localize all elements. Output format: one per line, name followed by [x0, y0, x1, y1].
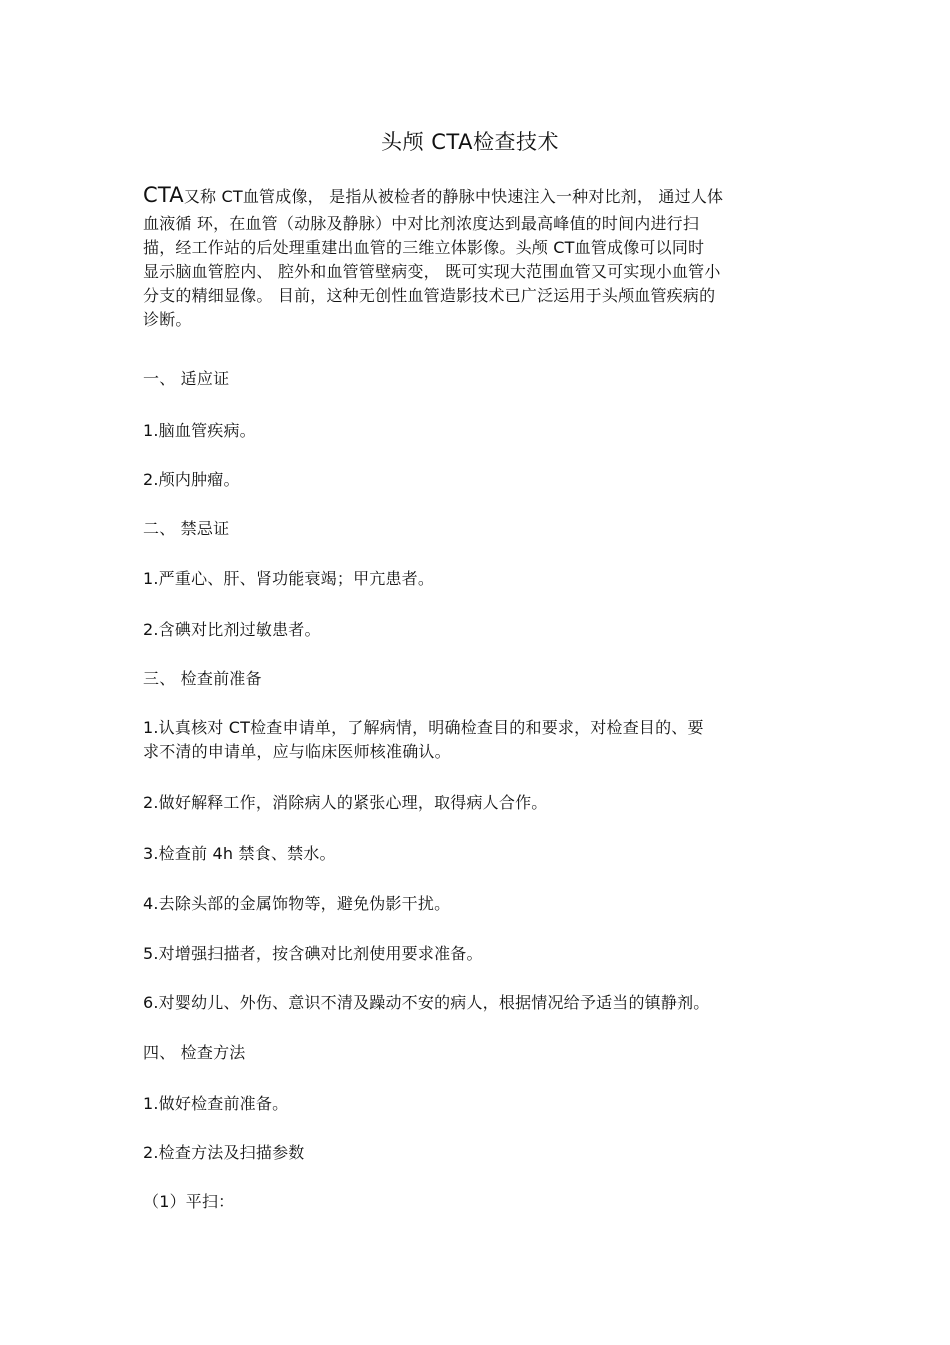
- intro-line-6: 诊断。: [143, 310, 192, 329]
- document-title: 头颅 CTA检查技术: [381, 130, 559, 154]
- intro-line-5: 分支的精细显像。 目前，这种无创性血管造影技术已广泛运用于头颅血管疾病的: [143, 286, 716, 305]
- intro-line-4: 显示脑血管腔内、 腔外和血管管壁病变， 既可实现大范围血管又可实现小血管小: [143, 262, 721, 281]
- preparation-item-1: [143, 716, 704, 764]
- preparation-item-5: 5.对增强扫描者，按含碘对比剂使用要求准备。: [143, 944, 483, 963]
- intro-line-1-rest: 又称 CT血管成像， 是指从被检者的静脉中快速注入一种对比剂， 通过人体: [183, 187, 724, 206]
- contraindication-item-1: 1.严重心、肝、肾功能衰竭；甲亢患者。: [143, 569, 435, 588]
- preparation-item-4: 4.去除头部的金属饰物等，避免伪影干扰。: [143, 894, 451, 913]
- intro-lead: CTA: [143, 183, 184, 207]
- preparation-item-3: 3.检查前 4h 禁食、禁水。: [143, 844, 336, 863]
- method-item-1: 1.做好检查前准备。: [143, 1094, 289, 1113]
- intro-line-3: 描，经工作站的后处理重建出血管的三维立体影像。头颅 CT血管成像可以同时: [143, 238, 705, 257]
- intro-paragraph: [143, 178, 818, 332]
- intro-line-2: 血液循 环，在血管（动脉及静脉）中对比剂浓度达到最高峰值的时间内进行扫: [143, 214, 700, 233]
- section-heading-method: 四、 检查方法: [143, 1043, 246, 1062]
- preparation-item-2: 2.做好解释工作，消除病人的紧张心理，取得病人合作。: [143, 793, 548, 812]
- preparation-item-6: 6.对婴幼儿、外伤、意识不清及躁动不安的病人，根据情况给予适当的镇静剂。: [143, 993, 710, 1012]
- section-heading-preparation: 三、 检查前准备: [143, 669, 262, 688]
- method-sub-item-1: （1）平扫：: [143, 1192, 235, 1211]
- preparation-item-1-line-2: 求不清的申请单，应与临床医师核准确认。: [143, 742, 451, 761]
- section-heading-contraindications: 二、 禁忌证: [143, 519, 230, 538]
- preparation-item-1-line-1: 1.认真核对 CT检查申请单，了解病情，明确检查目的和要求，对检查目的、要: [143, 718, 704, 737]
- indication-item-1: 1.脑血管疾病。: [143, 421, 256, 440]
- section-heading-indications: 一、 适应证: [143, 369, 230, 388]
- intro-line-1: [143, 178, 818, 212]
- contraindication-item-2: 2.含碘对比剂过敏患者。: [143, 620, 321, 639]
- indication-item-2: 2.颅内肿瘤。: [143, 470, 240, 489]
- method-item-2: 2.检查方法及扫描参数: [143, 1143, 305, 1162]
